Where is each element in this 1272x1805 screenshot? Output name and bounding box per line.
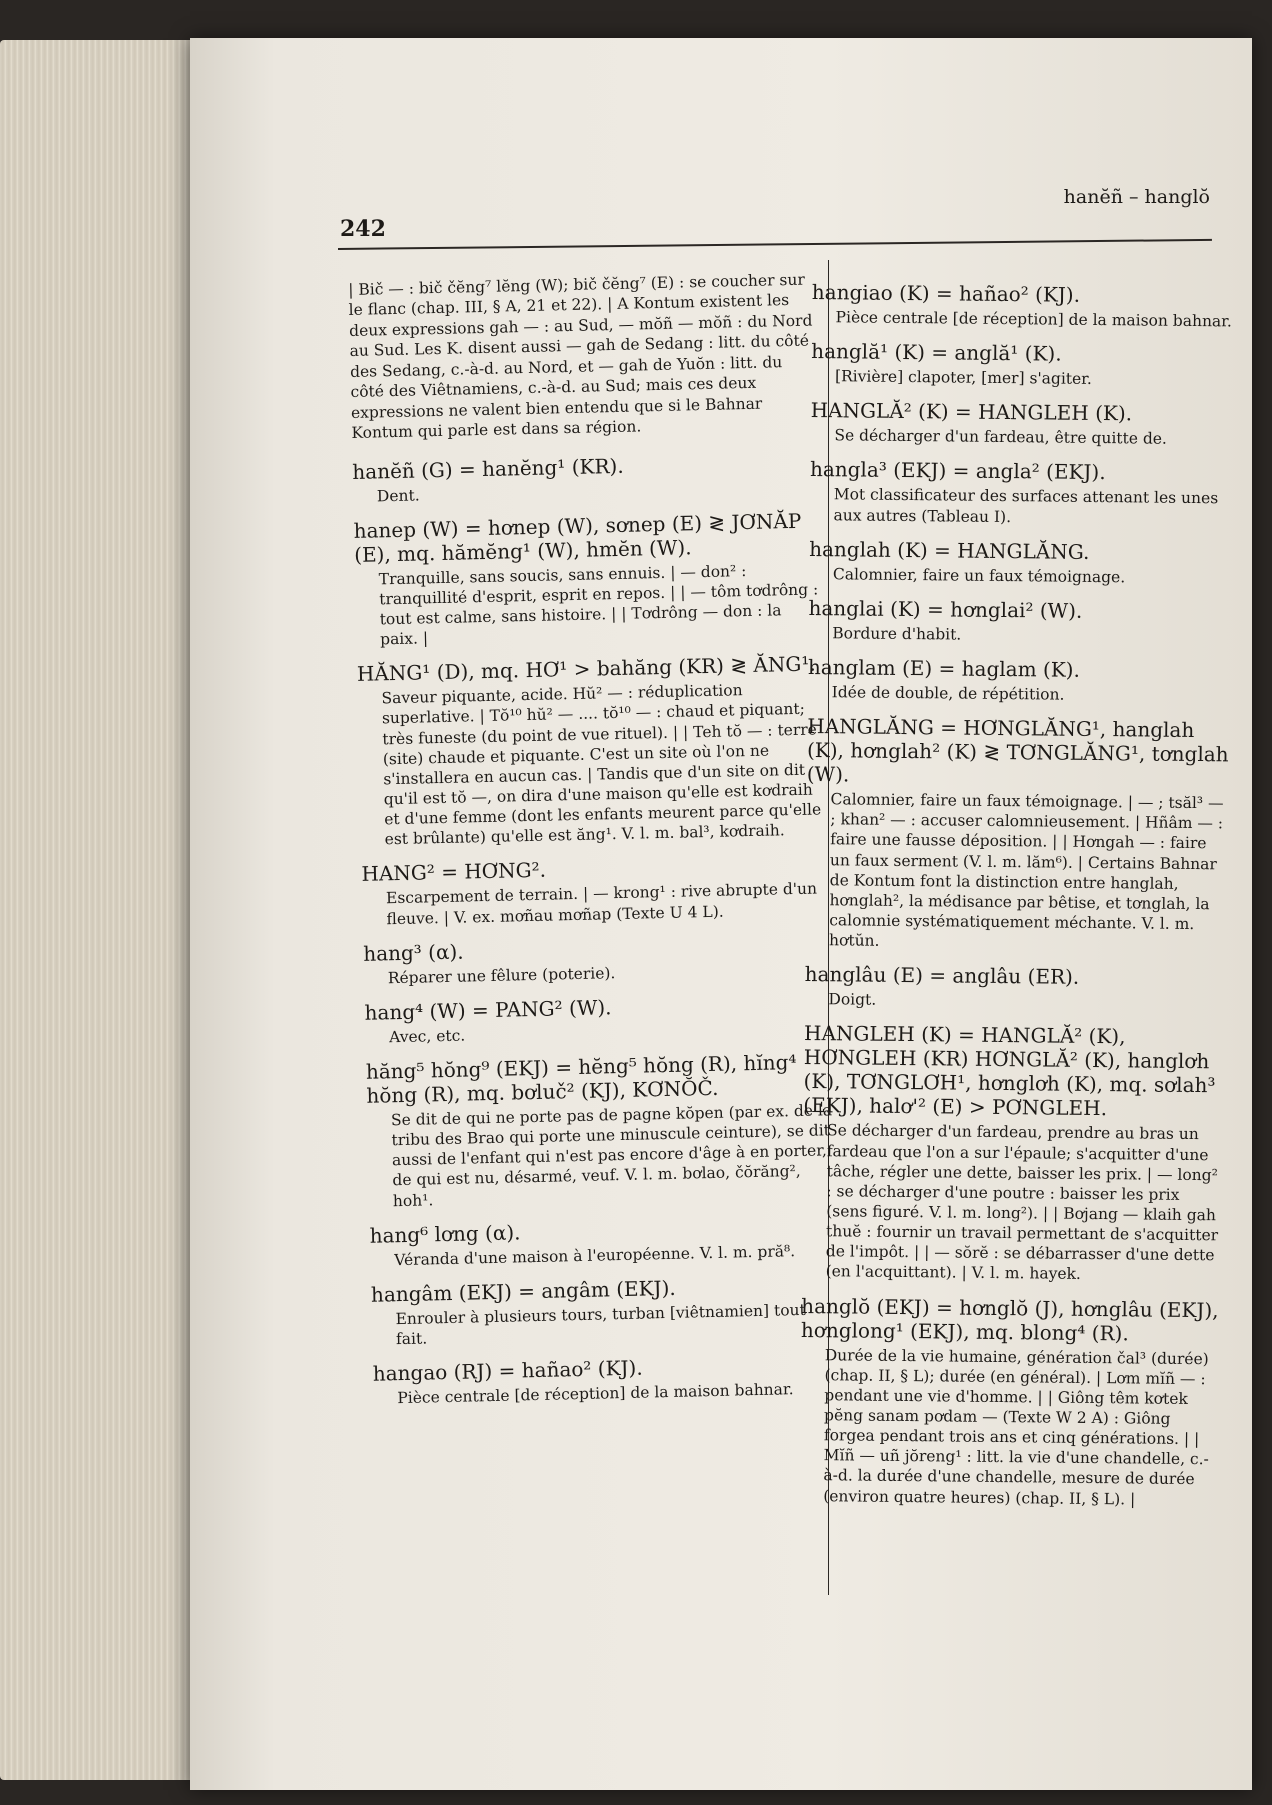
entry-headword: HANGLĂNG = HƠNGLĂNG¹, hanglah (K), hơnglah² (K) ≷ TƠNGLĂNG¹, tơnglah (W). bbox=[806, 714, 1229, 787]
dictionary-entry bbox=[805, 714, 1229, 955]
dictionary-entry bbox=[363, 931, 832, 989]
dictionary-entry bbox=[361, 852, 830, 930]
dictionary-entry bbox=[353, 508, 824, 650]
entry-definition: Doigt. bbox=[828, 990, 877, 1009]
dictionary-entry bbox=[804, 962, 1226, 1014]
dictionary-entry bbox=[808, 596, 1230, 648]
entry-definition: Réparer une fêlure (poterie). bbox=[387, 963, 616, 988]
entry-definition: Véranda d'une maison à l'européenne. V. l. m. pră⁸. bbox=[394, 1241, 796, 1269]
entry-headword: hangiao (K) = hañao² (KJ). bbox=[811, 280, 1081, 307]
entry-headword: HĂNG¹ (D), mq. HƠ¹ > bahăng (KR) ≷ ĂNG¹. bbox=[356, 651, 816, 687]
entry-headword: hanĕñ (G) = hanĕng¹ (KR). bbox=[352, 453, 624, 484]
dictionary-entry bbox=[352, 449, 821, 507]
left-column bbox=[348, 269, 842, 1421]
entry-headword: hang³ (α). bbox=[363, 939, 464, 966]
dictionary-entry bbox=[809, 457, 1232, 529]
entry-definition: Pièce centrale [de réception] de la maison bahnar. bbox=[835, 308, 1232, 331]
entry-definition: Escarpement de terrain. | — krong¹ : rive abrupte d'un fleuve. | V. ex. mơñau mơñap (Texte U 4 L). bbox=[385, 879, 818, 928]
entry-headword: hanep (W) = hơnep (W), sơnep (E) ≷ JƠNĂP (E), mq. hămĕng¹ (W), hmĕn (W). bbox=[353, 508, 802, 567]
entry-headword: hangâm (EKJ) = angâm (EKJ). bbox=[370, 1275, 676, 1307]
dictionary-entry bbox=[809, 537, 1231, 589]
entry-headword: hang⁴ (W) = PANG² (W). bbox=[364, 995, 612, 1025]
right-column bbox=[799, 280, 1234, 1522]
dictionary-entry bbox=[812, 280, 1234, 332]
entry-headword: HANGLĂ² (K) = HANGLEH (K). bbox=[810, 398, 1133, 426]
entry-definition: Saveur piquante, acide. Hŭ² — : réduplication superlative. | Tŏ¹⁰ hŭ² — .... tŏ¹⁰ — : chaud et piquant; très funeste (du point de vue rituel). | | Teh tŏ — : terre (site) chaude et piquante. C'est un site où l'on ne s'installera en aucun cas. | Tandis que d'un site on dit qu'il est tŏ —, on dira d'une maison qu'elle est kơdraih et d'une femme (dont les enfants meurent parce qu'elle est brûlante) qu'elle est ăng¹. V. l. m. bal³, kơdraih. bbox=[381, 681, 822, 849]
dictionary-entry bbox=[357, 652, 829, 851]
entry-headword: hang⁶ lơng (α). bbox=[369, 1220, 521, 1248]
dictionary-entry bbox=[369, 1213, 838, 1271]
entry-definition: Bordure d'habit. bbox=[832, 624, 962, 644]
dictionary-entry bbox=[808, 655, 1230, 707]
entry-definition: Mot classificateur des surfaces attenant les unes aux autres (Tableau I). bbox=[833, 485, 1219, 526]
entry-definition: Calomnier, faire un faux témoignage. | — ; tsăl³ — ; khan² — : accuser calomnieusement. | Hñâm — : faire une fausse déposition. | | Hơngah — : faire un faux serment (V. l. m. lăm⁶). | Certains Bahnar de Kontum font la distinction entre hanglah, hơnglah², la médisance par bêtise, et tơnglah, la calomnie systématiquement méchante. V. l. m. hơtŭn. bbox=[828, 790, 1224, 950]
entry-definition: Enrouler à plusieurs tours, turban [viêtnamien] tout fait. bbox=[395, 1300, 806, 1349]
entry-definition: Se décharger d'un fardeau, prendre au bras un fardeau que l'on a sur l'épaule; s'acquitter d'une tâche, régler une dette, baisser les prix. | — long² : se décharger d'une poutre : baisser les prix (sens figuré. V. l. m. long²). | | Bơjang — klaih gah thuĕ : fournir un travail permettant de s'acquitter de l'impôt. | | — sŏrĕ : se débarrasser d'une dette (en l'acquittant). | V. l. m. hayek. bbox=[825, 1121, 1219, 1284]
entry-definition: Idée de double, de répétition. bbox=[831, 683, 1065, 704]
entry-definition: Dent. bbox=[376, 486, 420, 506]
dictionary-entry bbox=[811, 339, 1233, 391]
page-number: 242 bbox=[340, 216, 386, 242]
entry-headword: hangla³ (EKJ) = angla² (EKJ). bbox=[809, 457, 1106, 485]
entry-definition: Se décharger d'un fardeau, être quitte de. bbox=[834, 426, 1167, 449]
entry-headword: hanglam (E) = haglam (K). bbox=[807, 654, 1081, 682]
entry-headword: HANGLEH (K) = HANGLĂ² (K), HƠNGLEH (KR) HƠNGLĂ² (K), hanglơh (K), TƠNGLƠH¹, hơnglơh (K), mq. sơlah³ (EKJ), halơ'² (E) > PƠNGLEH. bbox=[803, 1021, 1216, 1121]
entry-definition: Se dit de qui ne porte pas de pagne kŏpen (par ex. de la tribu des Brao qui porte une minuscule ceinture), se dit aussi de l'enfant qui n'est pas encore d'âge à en porter, de qui est nu, désarmé, veuf. V. l. m. bơlao, čŏrăng², hoh¹. bbox=[390, 1101, 833, 1210]
running-head: hanĕñ – hanglŏ bbox=[1063, 186, 1210, 208]
entry-headword: hanglŏ (EKJ) = hơnglŏ (J), hơnglâu (EKJ), hơnglong¹ (EKJ), mq. blong⁴ (R). bbox=[800, 1293, 1219, 1345]
entry-headword: hăng⁵ hŏng⁹ (EKJ) = hĕng⁵ hŏng (R), hĭng⁴ hŏng (R), mq. bơluč² (KJ), KƠNŎČ. bbox=[365, 1050, 797, 1108]
entry-headword: hanglah (K) = HANGLĂNG. bbox=[809, 536, 1090, 564]
dictionary-entry bbox=[366, 1049, 837, 1211]
header-rule bbox=[338, 239, 1212, 250]
entry-headword: hanglai (K) = hơnglai² (W). bbox=[808, 595, 1083, 623]
entry-definition: Calomnier, faire un faux témoignage. bbox=[832, 564, 1126, 586]
entry-headword: HANG² = HƠNG². bbox=[361, 858, 547, 887]
dictionary-page bbox=[190, 38, 1252, 1790]
book-page-stack bbox=[0, 40, 195, 1780]
entry-headword: hanglâu (E) = anglâu (ER). bbox=[804, 962, 1080, 990]
dictionary-entry bbox=[799, 1293, 1223, 1510]
entry-definition: Durée de la vie humaine, génération čal³ (durée) (chap. II, § L); durée (en général). | Lơm mĭñ — : pendant une vie d'homme. | | Giông têm kơtek pĕng sanam pơdam — (Texte W 2 A) : Giông forgea pendant trois ans et cinq générations. | | Mĭñ — uñ jŏreng¹ : litt. la vie d'une chandelle, c.-à-d. la durée d'une chandelle, mesure de durée (environ quatre heures) (chap. II, § L). | bbox=[823, 1345, 1209, 1508]
continued-entry-text: | Bič — : bič čĕng⁷ lĕng (W); bič čĕng⁷ (E) : se coucher sur le flanc (chap. III, § A, 21 et 22). | A Kontum existent les deux expressions gah — : au Sud, — mŏñ — mŏñ : du Nord au Sud. Les K. disent aussi — gah de Sedang : litt. du côté des Sedang, c.-à-d. au Nord, et — gah de Yuŏn : litt. du côté des Viêtnamiens, c.-à-d. au Sud; mais ces deux expressions ne valent bien entendu que si le Bahnar Kontum qui parle est dans sa région. bbox=[348, 270, 813, 443]
entry-definition: [Rivière] clapoter, [mer] s'agiter. bbox=[834, 367, 1092, 389]
dictionary-entry bbox=[810, 398, 1232, 450]
entry-definition: Pièce centrale [de réception] de la maison bahnar. bbox=[397, 1380, 794, 1408]
entry-definition: Avec, etc. bbox=[388, 1026, 466, 1047]
entry-headword: hangao (RJ) = hañao² (KJ). bbox=[372, 1355, 643, 1386]
dictionary-entry bbox=[373, 1351, 842, 1409]
entry-definition: Tranquille, sans soucis, sans ennuis. | — don² : tranquillité d'esprit, esprit en repos. | | — tôm tơdrông : tout est calme, sans histoire. | | Tơdrông — don : la paix. | bbox=[378, 561, 819, 649]
dictionary-entry bbox=[802, 1021, 1227, 1286]
dictionary-entry bbox=[371, 1272, 840, 1350]
entry-headword: hanglă¹ (K) = anglă¹ (K). bbox=[811, 339, 1062, 366]
dictionary-entry bbox=[364, 990, 833, 1048]
